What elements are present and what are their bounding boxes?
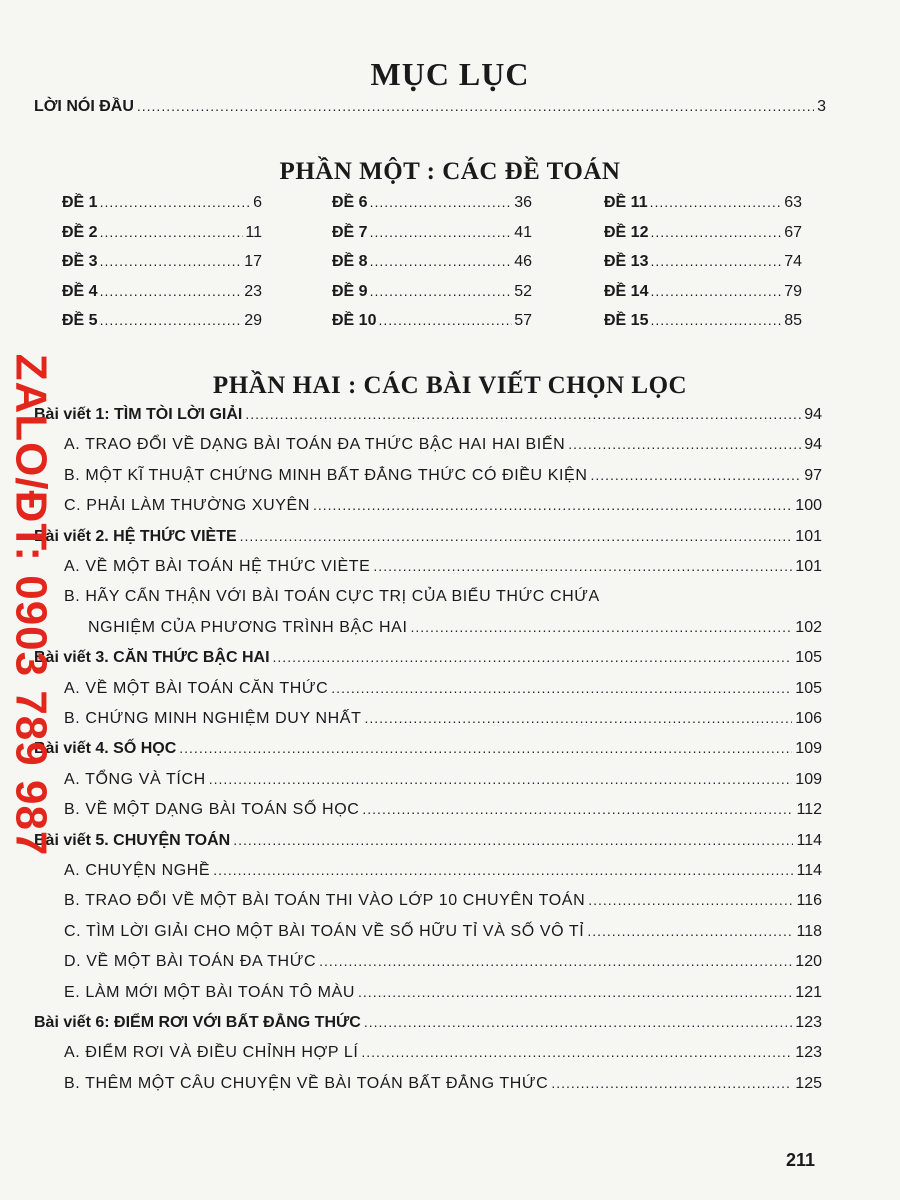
toc-page-number: 101	[795, 558, 822, 575]
dot-leader	[100, 283, 243, 299]
de-page: 23	[244, 282, 262, 300]
toc-intro-label: LỜI NÓI ĐẦU	[34, 98, 134, 115]
toc-page-number: 105	[795, 679, 822, 697]
de-entry[interactable]	[62, 194, 262, 212]
toc-page-number: 114	[796, 862, 822, 879]
toc-page-number: 125	[795, 1074, 822, 1092]
dot-leader	[273, 649, 793, 665]
dot-leader	[370, 194, 513, 210]
dot-leader	[100, 224, 244, 240]
toc-subitem[interactable]	[64, 771, 822, 789]
toc-page-number: 114	[796, 831, 822, 849]
de-label: ĐỀ 9	[332, 282, 368, 300]
toc-subitem[interactable]	[64, 1044, 822, 1062]
dot-leader	[358, 984, 792, 1000]
de-entry[interactable]	[332, 312, 532, 330]
toc-page-number: 94	[804, 436, 822, 454]
toc-subitem-title: E. LÀM MỚI MỘT BÀI TOÁN TÔ MÀU	[64, 983, 356, 1001]
dot-leader	[233, 832, 793, 848]
toc-article[interactable]	[34, 1014, 822, 1032]
part1-title: PHẦN MỘT : CÁC ĐỀ TOÁN	[279, 158, 621, 185]
toc-subitem[interactable]	[64, 862, 822, 880]
toc-article[interactable]	[34, 740, 822, 758]
dot-leader	[313, 497, 792, 513]
dot-leader	[650, 253, 782, 269]
toc-subitem-title: A. VỀ MỘT BÀI TOÁN CĂN THỨC	[64, 679, 329, 697]
dot-leader	[370, 253, 513, 269]
de-label: ĐỀ 11	[604, 194, 648, 211]
toc-page-number: 121	[795, 983, 822, 1001]
de-page: 11	[245, 223, 262, 241]
dot-leader	[551, 1075, 792, 1091]
de-page: 36	[514, 194, 532, 211]
toc-subitem[interactable]	[64, 467, 822, 485]
toc-subitem-title: A. CHUYỆN NGHỀ	[64, 862, 211, 879]
dot-leader	[361, 1044, 792, 1060]
toc-page-number: 105	[795, 649, 822, 667]
de-entry[interactable]	[332, 194, 532, 212]
toc-article-title: Bài viết 4. SỐ HỌC	[34, 740, 177, 758]
dot-leader	[370, 283, 513, 299]
toc-intro[interactable]	[34, 98, 826, 116]
toc-subitem-title: D. VỀ MỘT BÀI TOÁN ĐA THỨC	[64, 953, 317, 971]
de-entry[interactable]	[604, 194, 802, 212]
dot-leader	[319, 953, 792, 969]
toc-subitem[interactable]	[64, 710, 822, 728]
toc-subitem[interactable]	[64, 680, 822, 698]
dot-leader	[240, 528, 793, 544]
de-label: ĐỀ 14	[604, 282, 649, 300]
toc-subitem[interactable]	[64, 953, 822, 971]
toc-article-title: Bài viết 6: ĐIỂM RƠI VỚI BẤT ĐẲNG THỨC	[34, 1014, 361, 1031]
dot-leader	[209, 771, 793, 787]
dot-leader	[364, 710, 792, 726]
dot-leader	[213, 862, 793, 878]
de-page: 79	[784, 282, 802, 300]
dot-leader	[370, 224, 513, 240]
de-entry[interactable]	[604, 312, 802, 330]
page-title: MỤC LỤC	[370, 56, 530, 92]
toc-page-number: 123	[795, 1014, 822, 1031]
toc-page-number: 112	[796, 801, 822, 819]
dot-leader	[373, 558, 792, 574]
toc-page-number: 116	[796, 892, 822, 910]
toc-intro-page: 3	[817, 98, 826, 115]
dot-leader	[100, 253, 243, 269]
de-label: ĐỀ 7	[332, 223, 368, 241]
de-page: 57	[514, 312, 532, 329]
toc-subitem[interactable]	[64, 801, 822, 819]
toc-page-number: 100	[795, 497, 822, 515]
de-page: 85	[784, 312, 802, 329]
de-entry[interactable]	[332, 253, 532, 271]
toc-page-number: 102	[795, 618, 822, 636]
toc-article[interactable]	[34, 528, 822, 546]
watermark-text: ZALO/ĐT: 0903 789 987	[6, 353, 56, 857]
dot-leader	[378, 312, 512, 328]
de-label: ĐỀ 3	[62, 253, 98, 270]
de-entry[interactable]	[332, 283, 532, 301]
dot-leader	[137, 98, 814, 114]
de-label: ĐỀ 10	[332, 312, 377, 329]
de-label: ĐỀ 2	[62, 223, 98, 241]
de-page: 74	[784, 253, 802, 270]
dot-leader	[245, 406, 801, 422]
toc-page-number: 123	[795, 1044, 822, 1062]
de-entry[interactable]	[332, 224, 532, 242]
toc-subitem[interactable]	[64, 558, 822, 576]
dot-leader	[362, 801, 793, 817]
toc-subitem-title: B. MỘT KĨ THUẬT CHỨNG MINH BẤT ĐẲNG THỨC CÓ ĐIỀU KIỆN	[64, 466, 588, 484]
de-page: 46	[514, 253, 532, 270]
toc-subitem-title: A. TỔNG VÀ TÍCH	[64, 770, 206, 788]
de-entry[interactable]	[62, 312, 262, 330]
toc-subitem-title: B. HÃY CẨN THẬN VỚI BÀI TOÁN CỰC TRỊ CỦA BIỂU THỨC CHỨA	[64, 588, 600, 606]
de-page: 52	[514, 282, 532, 300]
toc-subitem[interactable]	[64, 892, 822, 910]
dot-leader	[100, 194, 252, 210]
watermark	[6, 310, 54, 900]
toc-subitem-title: C. TÌM LỜI GIẢI CHO MỘT BÀI TOÁN VỀ SỐ HỮU TỈ VÀ SỐ VÔ TỈ	[64, 922, 585, 940]
toc-subitem[interactable]	[64, 923, 822, 941]
dot-leader	[179, 740, 792, 756]
toc-subitem[interactable]	[64, 497, 822, 515]
dot-leader	[411, 619, 793, 635]
toc-subitem-title: C. PHẢI LÀM THƯỜNG XUYÊN	[64, 497, 310, 515]
de-label: ĐỀ 1	[62, 194, 98, 211]
toc-page-number: 106	[795, 710, 822, 727]
de-label: ĐỀ 13	[604, 253, 649, 270]
toc-article-title: Bài viết 5. CHUYỆN TOÁN	[34, 831, 231, 849]
de-entry[interactable]	[604, 253, 802, 271]
de-entry[interactable]	[604, 283, 802, 301]
de-entry[interactable]	[62, 224, 262, 242]
de-page: 67	[784, 223, 802, 241]
de-page: 17	[244, 253, 262, 270]
dot-leader	[588, 892, 793, 908]
dot-leader	[364, 1014, 792, 1030]
toc-subitem-title: B. VỀ MỘT DẠNG BÀI TOÁN SỐ HỌC	[64, 801, 360, 819]
dot-leader	[587, 923, 793, 939]
toc-page-number: 101	[795, 527, 822, 545]
dot-leader	[650, 194, 783, 210]
dot-leader	[100, 312, 243, 328]
toc-article-title: Bài viết 2. HỆ THỨC VIÈTE	[34, 527, 237, 545]
toc-subitem[interactable]	[64, 588, 822, 606]
toc-page-number: 109	[795, 740, 822, 758]
dot-leader	[650, 224, 782, 240]
toc-article[interactable]	[34, 832, 822, 850]
de-label: ĐỀ 5	[62, 312, 98, 329]
toc-subitem-title: A. TRAO ĐỔI VỀ DẠNG BÀI TOÁN ĐA THỨC BẬC HAI HAI BIẾN	[64, 436, 566, 454]
dot-leader	[331, 680, 792, 696]
toc-subitem-title: B. CHỨNG MINH NGHIỆM DUY NHẤT	[64, 710, 362, 727]
toc-article[interactable]	[34, 406, 822, 424]
toc-page-number: 109	[795, 770, 822, 788]
toc-subitem[interactable]	[64, 984, 822, 1002]
toc-subitem-title: A. VỀ MỘT BÀI TOÁN HỆ THỨC VIÈTE	[64, 558, 371, 575]
de-page: 29	[244, 312, 262, 329]
toc-subitem-title: A. ĐIỂM RƠI VÀ ĐIỀU CHỈNH HỢP LÍ	[64, 1044, 359, 1062]
toc-page-number: 120	[795, 953, 822, 971]
de-entry[interactable]	[604, 224, 802, 242]
toc-article-title: Bài viết 1: TÌM TÒI LỜI GIẢI	[34, 406, 243, 423]
dot-leader	[650, 312, 782, 328]
toc-subitem[interactable]	[64, 436, 822, 454]
dot-leader	[650, 283, 782, 299]
de-entry[interactable]	[62, 253, 262, 271]
dot-leader	[590, 467, 801, 483]
de-label: ĐỀ 12	[604, 223, 649, 241]
toc-article-title: Bài viết 3. CĂN THỨC BẬC HAI	[34, 649, 270, 667]
de-entry[interactable]	[62, 283, 262, 301]
page-number: 211	[786, 1150, 816, 1170]
toc-subitem[interactable]	[64, 1075, 822, 1093]
toc-article[interactable]	[34, 649, 822, 667]
de-page: 41	[514, 223, 532, 241]
toc-subitem-title: B. TRAO ĐỔI VỀ MỘT BÀI TOÁN THI VÀO LỚP 10 CHUYÊN TOÁN	[64, 892, 586, 910]
de-label: ĐỀ 8	[332, 253, 368, 270]
part2-title: PHẦN HAI : CÁC BÀI VIẾT CHỌN LỌC	[212, 372, 688, 399]
toc-subitem-title: NGHIỆM CỦA PHƯƠNG TRÌNH BẬC HAI	[88, 618, 408, 636]
toc-page-number: 94	[804, 406, 822, 423]
dot-leader	[568, 436, 801, 452]
toc-subitem[interactable]	[88, 619, 822, 637]
de-page: 63	[784, 194, 802, 211]
de-label: ĐỀ 6	[332, 194, 368, 211]
de-label: ĐỀ 15	[604, 312, 649, 329]
de-page: 6	[253, 194, 262, 211]
de-label: ĐỀ 4	[62, 282, 98, 300]
toc-page-number: 97	[804, 466, 822, 484]
toc-subitem-title: B. THÊM MỘT CÂU CHUYỆN VỀ BÀI TOÁN BẤT ĐẲNG THỨC	[64, 1074, 549, 1092]
toc-page-number: 118	[796, 922, 822, 940]
